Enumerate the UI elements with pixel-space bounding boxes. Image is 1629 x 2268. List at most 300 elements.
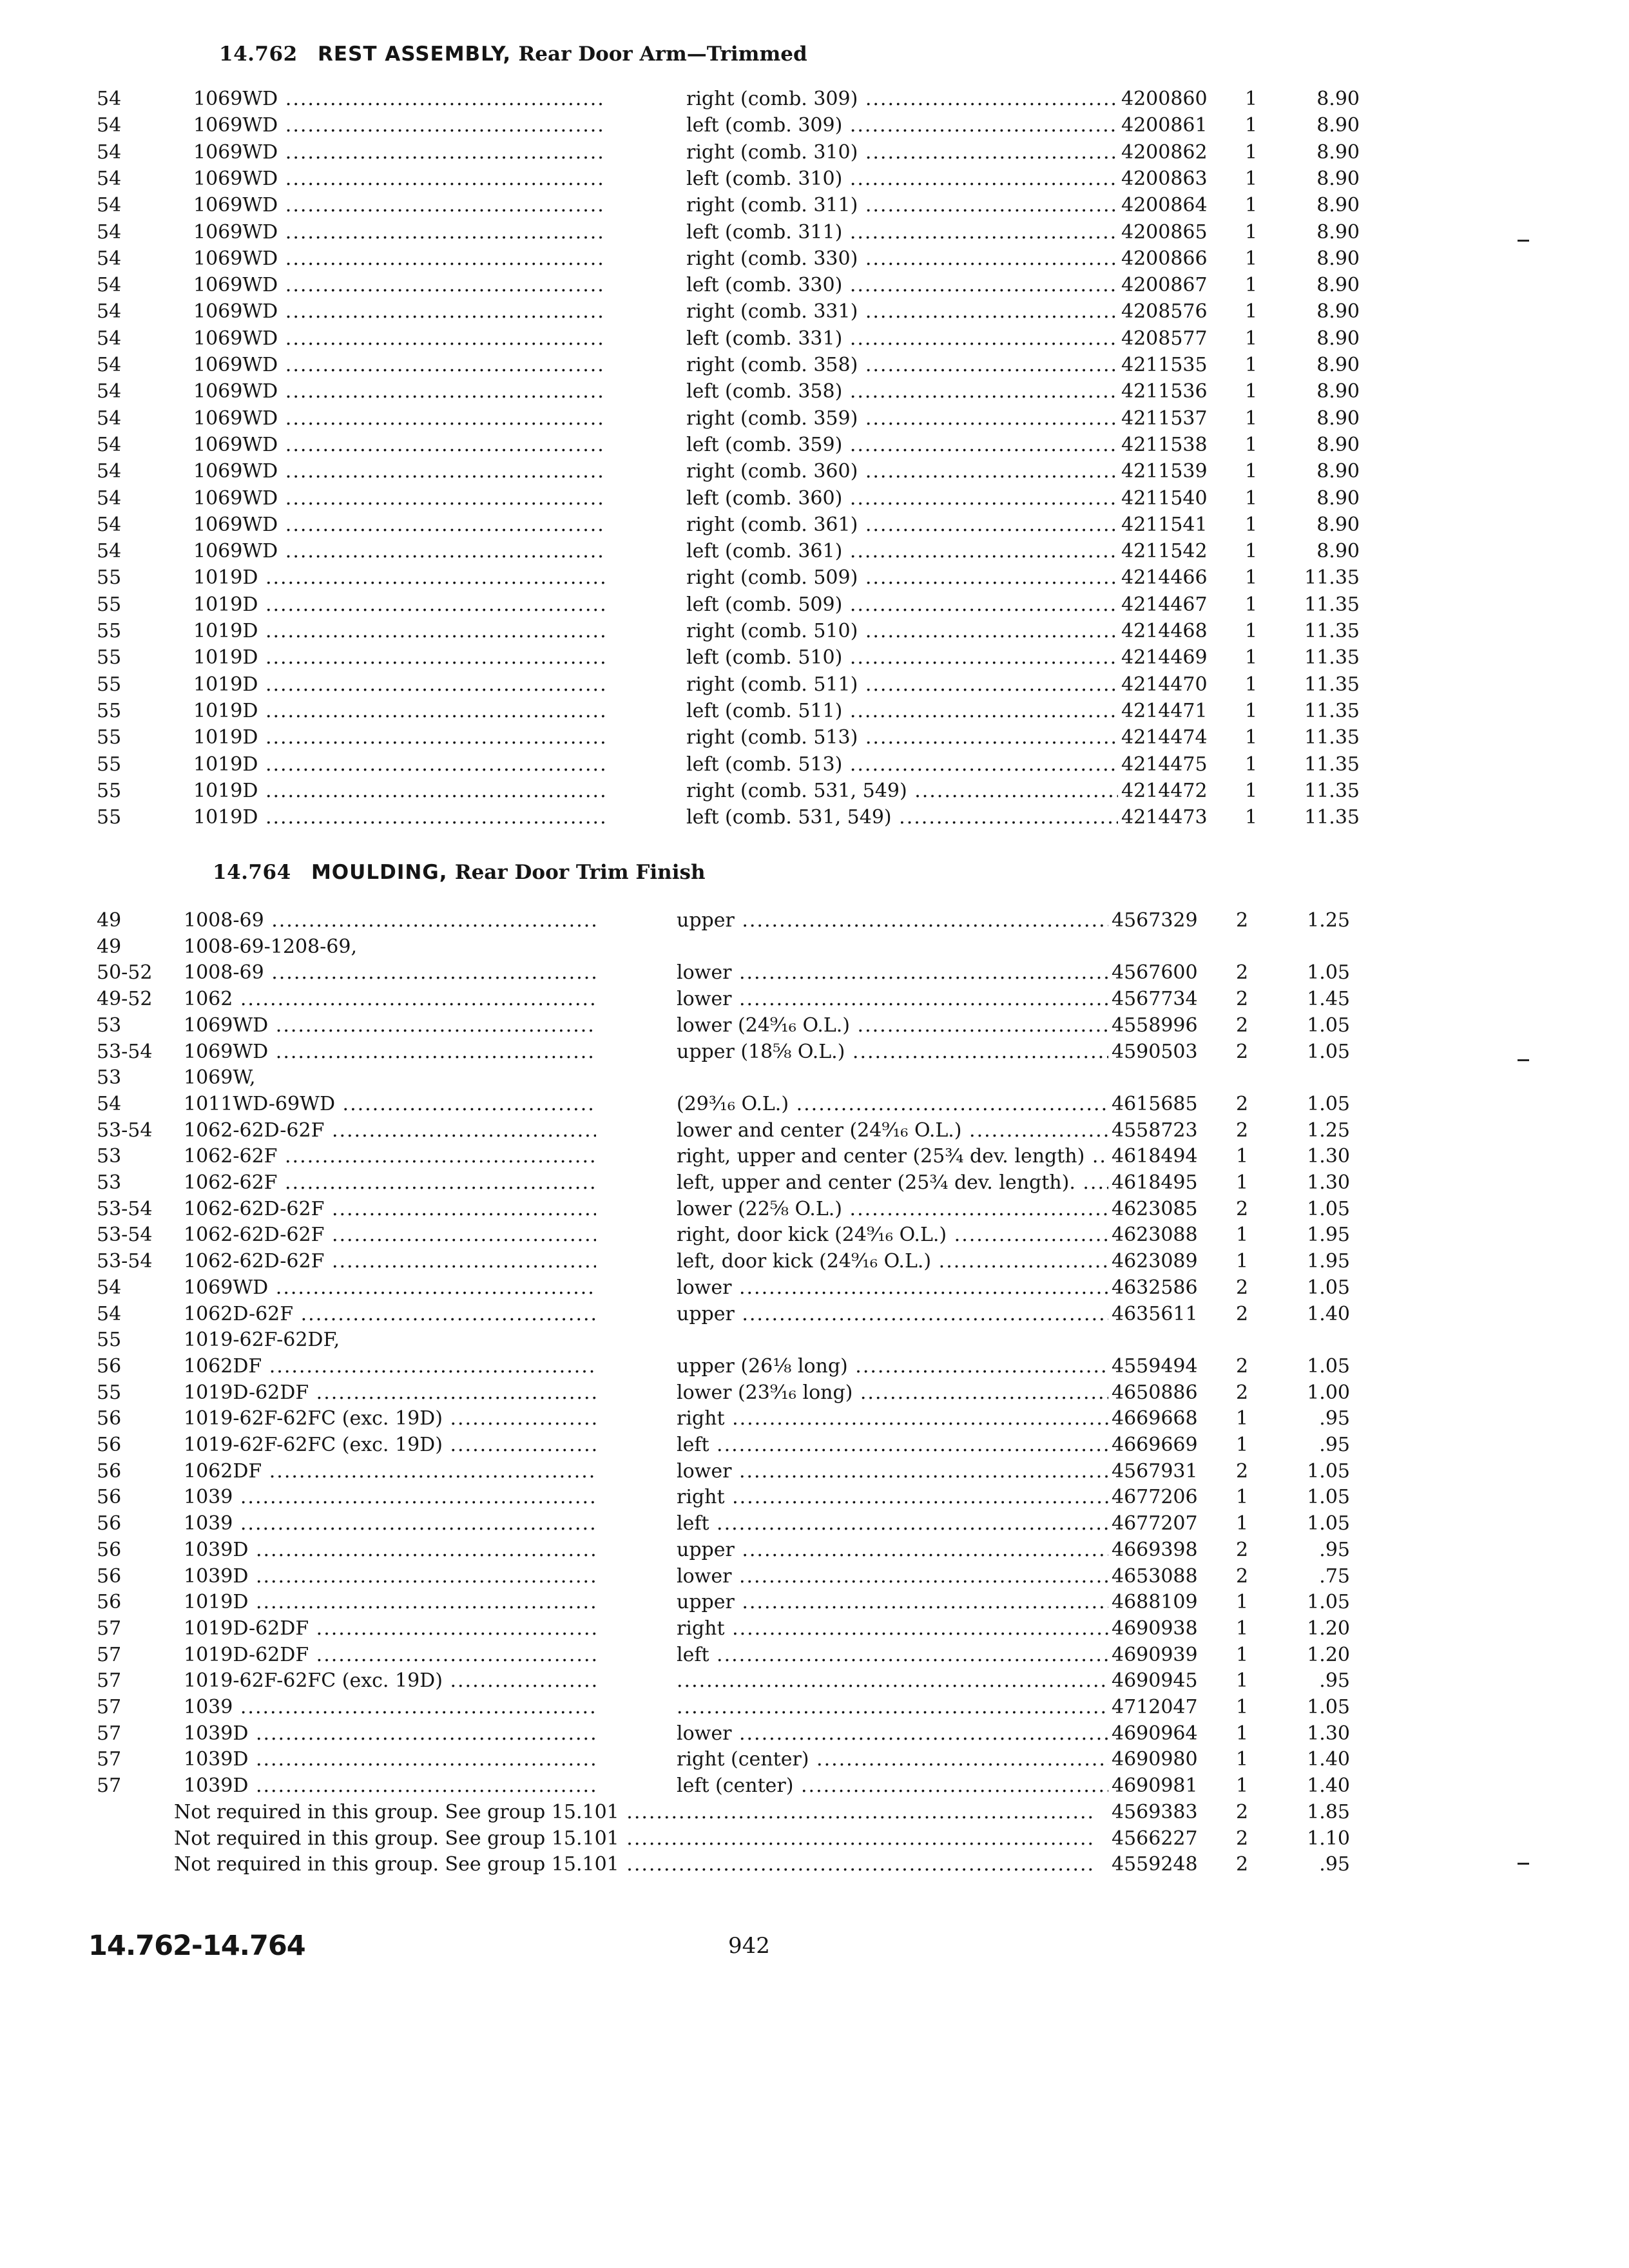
quantity-cell: 2: [1236, 1827, 1249, 1850]
price-cell: 8.90: [1316, 327, 1360, 350]
price-cell: 1.10: [1307, 1827, 1350, 1850]
quantity-cell: 2: [1236, 1565, 1249, 1588]
quantity-cell: 1: [1245, 300, 1258, 323]
price-cell: 8.90: [1316, 168, 1360, 190]
part-number-cell: 4214472: [1121, 780, 1208, 802]
year-cell: 56: [97, 1434, 122, 1456]
part-number-cell: 4623085: [1112, 1198, 1198, 1220]
table-row: [0, 1458, 1418, 1485]
model-cell: 1039D .....: [184, 1746, 596, 1773]
description-cell: upper (26⅛ long) .....: [677, 1353, 1108, 1379]
description-cell: left (comb. 360) .....: [686, 485, 1118, 512]
part-number-cell: 4712047: [1112, 1696, 1198, 1718]
part-number-cell: 4200865: [1121, 221, 1208, 244]
table-row: [0, 778, 1418, 804]
year-cell: 54: [97, 114, 122, 137]
description-cell: left (comb. 310) .....: [686, 166, 1118, 192]
model-cell: 1039 .....: [184, 1510, 596, 1537]
price-cell: .95: [1319, 1407, 1350, 1430]
year-cell: 54: [97, 300, 122, 323]
part-number-cell: 4677207: [1112, 1512, 1198, 1535]
year-cell: 53-54: [97, 1198, 153, 1220]
year-cell: 54: [97, 247, 122, 270]
section-heading-14762: [219, 43, 807, 66]
quantity-cell: 1: [1245, 274, 1258, 296]
table-row: [0, 352, 1418, 378]
quantity-cell: 1: [1236, 1669, 1249, 1692]
year-cell: 55: [97, 673, 122, 696]
price-cell: 11.35: [1304, 593, 1360, 616]
model-cell: 1069WD .....: [193, 86, 606, 112]
table-row: [0, 1196, 1418, 1222]
table-row: [0, 1799, 1418, 1825]
year-cell: 56: [97, 1355, 122, 1378]
table-row: [0, 1405, 1418, 1432]
quantity-cell: 2: [1236, 1539, 1249, 1561]
part-number-cell: 4558996: [1112, 1014, 1198, 1037]
price-cell: 1.40: [1307, 1303, 1350, 1325]
year-cell: 54: [97, 141, 122, 164]
model-cell: 1019D-62DF .....: [184, 1615, 596, 1642]
description-cell: left (comb. 510) .....: [686, 644, 1118, 671]
quantity-cell: 1: [1245, 487, 1258, 510]
part-number-cell: 4567600: [1112, 961, 1198, 984]
table-row: [0, 1327, 1418, 1353]
quantity-cell: 2: [1236, 1093, 1249, 1115]
model-cell: 1019D .....: [193, 564, 606, 591]
price-cell: 11.35: [1304, 700, 1360, 722]
part-number-cell: 4677206: [1112, 1486, 1198, 1508]
year-cell: 54: [97, 487, 122, 510]
year-cell: 54: [97, 1276, 122, 1299]
model-cell: 1039D .....: [184, 1773, 596, 1799]
model-cell: 1069WD .....: [193, 298, 606, 325]
table-row: [0, 959, 1418, 986]
price-cell: 8.90: [1316, 540, 1360, 562]
price-cell: 1.30: [1307, 1145, 1350, 1168]
quantity-cell: 2: [1236, 1119, 1249, 1142]
description-cell: right, upper and center (25¾ dev. length) .....: [677, 1143, 1108, 1169]
year-cell: 49: [97, 909, 122, 932]
part-number-cell: 4211542: [1121, 540, 1208, 562]
quantity-cell: 1: [1245, 673, 1258, 696]
price-cell: .95: [1319, 1434, 1350, 1456]
year-cell: 54: [97, 514, 122, 536]
price-cell: .95: [1319, 1669, 1350, 1692]
description-cell: lower .....: [677, 959, 1108, 986]
quantity-cell: 1: [1245, 434, 1258, 456]
description-cell: left (comb. 359) .....: [686, 432, 1118, 458]
description-cell: right (comb. 509) .....: [686, 564, 1118, 591]
description-cell: right (comb. 531, 549) .....: [686, 778, 1118, 804]
quantity-cell: 1: [1236, 1644, 1249, 1666]
model-cell: 1069W,: [184, 1066, 256, 1089]
part-number-cell: 4214475: [1121, 753, 1208, 776]
year-cell: 56: [97, 1407, 122, 1430]
quantity-cell: 1: [1236, 1696, 1249, 1718]
price-cell: .75: [1319, 1565, 1350, 1588]
table-row: [0, 1039, 1418, 1065]
model-cell: 1062DF .....: [184, 1353, 596, 1379]
model-cell: 1019D .....: [184, 1589, 596, 1615]
table-row: [0, 698, 1418, 724]
quantity-cell: 2: [1236, 1041, 1249, 1063]
description-cell: left (comb. 311) .....: [686, 219, 1118, 245]
year-cell: 56: [97, 1512, 122, 1535]
description-cell: right (comb. 330) .....: [686, 245, 1118, 272]
table-row: [0, 591, 1418, 618]
description-cell: lower .....: [677, 1458, 1108, 1485]
description-cell: lower (22⅝ O.L.) .....: [677, 1196, 1108, 1222]
table-row: [0, 166, 1418, 192]
part-number-cell: 4211536: [1121, 380, 1208, 403]
quantity-cell: 1: [1245, 141, 1258, 164]
year-cell: 54: [97, 194, 122, 216]
year-cell: 54: [97, 88, 122, 110]
table-row: [0, 1222, 1418, 1248]
note-cell: Not required in this group. See group 15.101 .....: [174, 1851, 1095, 1878]
table-row: [0, 1825, 1418, 1852]
model-cell: 1062-62F .....: [184, 1169, 596, 1196]
quantity-cell: 1: [1236, 1250, 1249, 1273]
part-number-cell: 4214467: [1121, 593, 1208, 616]
part-number-cell: 4211538: [1121, 434, 1208, 456]
quantity-cell: 2: [1236, 1381, 1249, 1404]
model-cell: 1019D .....: [193, 671, 606, 698]
description-cell: right .....: [677, 1484, 1108, 1510]
description-cell: [677, 1694, 1108, 1720]
table-row: [0, 1117, 1418, 1144]
quantity-cell: 1: [1245, 327, 1258, 350]
table-row: [0, 1667, 1418, 1694]
model-cell: 1069WD .....: [193, 272, 606, 298]
table-row: [0, 1353, 1418, 1379]
quantity-cell: 1: [1236, 1407, 1249, 1430]
margin-mark: [1518, 240, 1529, 242]
price-cell: 1.95: [1307, 1250, 1350, 1273]
model-cell: 1019-62F-62FC (exc. 19D) .....: [184, 1405, 596, 1432]
description-cell: right (comb. 311) .....: [686, 192, 1118, 218]
price-cell: .95: [1319, 1853, 1350, 1876]
part-number-cell: 4211539: [1121, 460, 1208, 483]
quantity-cell: 1: [1236, 1224, 1249, 1246]
year-cell: 53: [97, 1145, 122, 1168]
part-number-cell: 4558723: [1112, 1119, 1198, 1142]
year-cell: 53-54: [97, 1041, 153, 1063]
model-cell: 1019D .....: [193, 724, 606, 751]
price-cell: 8.90: [1316, 194, 1360, 216]
note-cell: Not required in this group. See group 15.101 .....: [174, 1825, 1095, 1852]
section-title: REST ASSEMBLY,: [317, 43, 512, 66]
table-row: [0, 298, 1418, 325]
description-cell: right (center) .....: [677, 1746, 1108, 1773]
page-number: 942: [728, 1933, 770, 1959]
part-number-cell: 4211535: [1121, 354, 1208, 376]
price-cell: 1.05: [1307, 1591, 1350, 1613]
model-cell: 1069WD .....: [193, 485, 606, 512]
description-cell: right (comb. 310) .....: [686, 139, 1118, 166]
quantity-cell: 2: [1236, 1355, 1249, 1378]
year-cell: 57: [97, 1748, 122, 1771]
part-number-cell: 4618495: [1112, 1171, 1198, 1194]
description-cell: right (comb. 359) .....: [686, 405, 1118, 432]
price-cell: 8.90: [1316, 514, 1360, 536]
table-row: [0, 458, 1418, 485]
quantity-cell: 1: [1245, 247, 1258, 270]
description-cell: right (comb. 309) .....: [686, 86, 1118, 112]
year-cell: 57: [97, 1617, 122, 1640]
part-number-cell: 4214468: [1121, 620, 1208, 642]
description-cell: lower and center (24⁹⁄₁₆ O.L.) .....: [677, 1117, 1108, 1144]
quantity-cell: 1: [1245, 566, 1258, 589]
table-row: [0, 192, 1418, 218]
year-cell: 54: [97, 354, 122, 376]
price-cell: 1.20: [1307, 1644, 1350, 1666]
part-number-cell: 4214466: [1121, 566, 1208, 589]
part-number-cell: 4569383: [1112, 1801, 1198, 1823]
year-cell: 55: [97, 753, 122, 776]
price-cell: 1.25: [1307, 909, 1350, 932]
description-cell: upper .....: [677, 1589, 1108, 1615]
quantity-cell: 1: [1245, 646, 1258, 669]
note-cell: Not required in this group. See group 15.101 .....: [174, 1799, 1095, 1825]
model-cell: 1008-69-1208-69,: [184, 936, 357, 958]
part-number-cell: 4669668: [1112, 1407, 1198, 1430]
price-cell: 11.35: [1304, 780, 1360, 802]
price-cell: 11.35: [1304, 753, 1360, 776]
quantity-cell: 1: [1236, 1591, 1249, 1613]
model-cell: 1069WD .....: [193, 378, 606, 405]
part-number-cell: 4650886: [1112, 1381, 1198, 1404]
part-number-cell: 4669669: [1112, 1434, 1198, 1456]
description-cell: right .....: [677, 1615, 1108, 1642]
quantity-cell: 1: [1245, 514, 1258, 536]
model-cell: 1069WD .....: [184, 1039, 596, 1065]
table-row: [0, 272, 1418, 298]
model-cell: 1019D .....: [193, 804, 606, 831]
model-cell: 1019D .....: [193, 618, 606, 644]
model-cell: 1019-62F-62DF,: [184, 1329, 340, 1351]
year-cell: 55: [97, 806, 122, 829]
quantity-cell: 1: [1245, 700, 1258, 722]
quantity-cell: 2: [1236, 909, 1249, 932]
quantity-cell: 2: [1236, 961, 1249, 984]
price-cell: 8.90: [1316, 354, 1360, 376]
description-cell: left, upper and center (25¾ dev. length). .....: [677, 1169, 1108, 1196]
price-cell: .95: [1319, 1539, 1350, 1561]
model-cell: 1039 .....: [184, 1484, 596, 1510]
year-cell: 49-52: [97, 988, 153, 1010]
year-cell: 54: [97, 1303, 122, 1325]
year-cell: 55: [97, 566, 122, 589]
price-cell: 8.90: [1316, 407, 1360, 430]
model-cell: 1019-62F-62FC (exc. 19D) .....: [184, 1432, 596, 1458]
price-cell: 8.90: [1316, 274, 1360, 296]
price-cell: 8.90: [1316, 380, 1360, 403]
year-cell: 57: [97, 1722, 122, 1745]
description-cell: upper .....: [677, 907, 1108, 934]
model-cell: 1069WD .....: [184, 1274, 596, 1301]
quantity-cell: 1: [1245, 114, 1258, 137]
part-number-cell: 4208577: [1121, 327, 1208, 350]
table-row: [0, 1563, 1418, 1590]
table-row: [0, 1642, 1418, 1668]
price-cell: 1.85: [1307, 1801, 1350, 1823]
model-cell: 1069WD .....: [193, 405, 606, 432]
quantity-cell: 1: [1245, 407, 1258, 430]
year-cell: 54: [97, 168, 122, 190]
part-number-cell: 4632586: [1112, 1276, 1198, 1299]
description-cell: upper .....: [677, 1537, 1108, 1563]
description-cell: left .....: [677, 1432, 1108, 1458]
year-cell: 53: [97, 1014, 122, 1037]
model-cell: 1019D .....: [193, 591, 606, 618]
quantity-cell: 1: [1245, 753, 1258, 776]
table-row: [0, 86, 1418, 112]
model-cell: 1062DF .....: [184, 1458, 596, 1485]
quantity-cell: 1: [1245, 620, 1258, 642]
description-cell: left (comb. 361) .....: [686, 538, 1118, 564]
part-number-cell: 4200867: [1121, 274, 1208, 296]
quantity-cell: 1: [1245, 380, 1258, 403]
year-cell: 54: [97, 460, 122, 483]
section-subtitle: Rear Door Trim Finish: [454, 861, 706, 884]
model-cell: 1062-62D-62F .....: [184, 1248, 596, 1274]
part-number-cell: 4690981: [1112, 1774, 1198, 1797]
table-row: [0, 564, 1418, 591]
quantity-cell: 2: [1236, 1276, 1249, 1299]
year-cell: 56: [97, 1460, 122, 1483]
model-cell: 1008-69 .....: [184, 907, 596, 934]
model-cell: 1019D .....: [193, 778, 606, 804]
price-cell: 8.90: [1316, 114, 1360, 137]
model-cell: 1069WD .....: [193, 166, 606, 192]
price-cell: 1.45: [1307, 988, 1350, 1010]
model-cell: 1019D .....: [193, 698, 606, 724]
price-cell: 1.25: [1307, 1119, 1350, 1142]
model-cell: 1019-62F-62FC (exc. 19D) .....: [184, 1667, 596, 1694]
table-row: [0, 934, 1418, 960]
part-number-cell: 4690938: [1112, 1617, 1198, 1640]
part-number-cell: 4200860: [1121, 88, 1208, 110]
quantity-cell: 1: [1236, 1617, 1249, 1640]
price-cell: 1.05: [1307, 1041, 1350, 1063]
year-cell: 54: [97, 434, 122, 456]
quantity-cell: 1: [1245, 88, 1258, 110]
price-cell: 1.05: [1307, 1355, 1350, 1378]
model-cell: 1039D .....: [184, 1720, 596, 1747]
description-cell: right (comb. 511) .....: [686, 671, 1118, 698]
quantity-cell: 1: [1236, 1512, 1249, 1535]
table-row: [0, 112, 1418, 139]
quantity-cell: 1: [1236, 1145, 1249, 1168]
model-cell: 1011WD-69WD .....: [184, 1091, 596, 1117]
quantity-cell: 1: [1236, 1486, 1249, 1508]
description-cell: right, door kick (24⁹⁄₁₆ O.L.) .....: [677, 1222, 1108, 1248]
year-cell: 53-54: [97, 1250, 153, 1273]
price-cell: 8.90: [1316, 300, 1360, 323]
quantity-cell: 1: [1236, 1748, 1249, 1771]
part-number-cell: 4214474: [1121, 726, 1208, 749]
part-number-cell: 4200863: [1121, 168, 1208, 190]
quantity-cell: 1: [1245, 593, 1258, 616]
year-cell: 54: [97, 327, 122, 350]
year-cell: 55: [97, 646, 122, 669]
price-cell: 11.35: [1304, 620, 1360, 642]
year-cell: 55: [97, 593, 122, 616]
table-row: [0, 1773, 1418, 1799]
description-cell: upper (18⅝ O.L.) .....: [677, 1039, 1108, 1065]
description-cell: right (comb. 361) .....: [686, 512, 1118, 538]
model-cell: 1069WD .....: [193, 112, 606, 139]
price-cell: 1.30: [1307, 1171, 1350, 1194]
table-row: [0, 1720, 1418, 1747]
price-cell: 1.05: [1307, 1014, 1350, 1037]
model-cell: 1062-62D-62F .....: [184, 1196, 596, 1222]
table-row: [0, 1851, 1418, 1878]
price-cell: 1.05: [1307, 1276, 1350, 1299]
part-number-cell: 4690964: [1112, 1722, 1198, 1745]
quantity-cell: 1: [1236, 1722, 1249, 1745]
part-number-cell: 4559494: [1112, 1355, 1198, 1378]
description-cell: right (comb. 331) .....: [686, 298, 1118, 325]
quantity-cell: 1: [1245, 354, 1258, 376]
section-title: MOULDING,: [311, 861, 448, 884]
price-cell: 11.35: [1304, 646, 1360, 669]
description-cell: (29³⁄₁₆ O.L.) .....: [677, 1091, 1108, 1117]
model-cell: 1069WD .....: [193, 192, 606, 218]
description-cell: left .....: [677, 1510, 1108, 1537]
model-cell: 1062-62D-62F .....: [184, 1222, 596, 1248]
part-number-cell: 4690980: [1112, 1748, 1198, 1771]
description-cell: left (comb. 358) .....: [686, 378, 1118, 405]
model-cell: 1069WD .....: [193, 432, 606, 458]
model-cell: 1069WD .....: [193, 139, 606, 166]
description-cell: left .....: [677, 1642, 1108, 1668]
price-cell: 1.05: [1307, 1696, 1350, 1718]
description-cell: lower (24⁹⁄₁₆ O.L.) .....: [677, 1012, 1108, 1039]
description-cell: right (comb. 513) .....: [686, 724, 1118, 751]
quantity-cell: 1: [1245, 168, 1258, 190]
year-cell: 54: [97, 274, 122, 296]
year-cell: 49: [97, 936, 122, 958]
quantity-cell: 2: [1236, 1460, 1249, 1483]
year-cell: 53-54: [97, 1224, 153, 1246]
price-cell: 11.35: [1304, 673, 1360, 696]
table-row: [0, 671, 1418, 698]
part-number-cell: 4211537: [1121, 407, 1208, 430]
part-number-cell: 4635611: [1112, 1303, 1198, 1325]
model-cell: 1062-62F .....: [184, 1143, 596, 1169]
description-cell: left, door kick (24⁹⁄₁₆ O.L.) .....: [677, 1248, 1108, 1274]
table-row: [0, 1432, 1418, 1458]
table-row: [0, 1615, 1418, 1642]
year-cell: 56: [97, 1539, 122, 1561]
table-row: [0, 986, 1418, 1012]
part-number-cell: 4669398: [1112, 1539, 1198, 1561]
model-cell: 1062D-62F .....: [184, 1301, 596, 1327]
price-cell: 11.35: [1304, 726, 1360, 749]
price-cell: 1.40: [1307, 1774, 1350, 1797]
year-cell: 54: [97, 221, 122, 244]
description-cell: left (comb. 330) .....: [686, 272, 1118, 298]
model-cell: 1062 .....: [184, 986, 596, 1012]
part-number-cell: 4211540: [1121, 487, 1208, 510]
part-number-cell: 4653088: [1112, 1565, 1198, 1588]
price-cell: 1.05: [1307, 1486, 1350, 1508]
description-cell: right (comb. 358) .....: [686, 352, 1118, 378]
quantity-cell: 1: [1245, 194, 1258, 216]
